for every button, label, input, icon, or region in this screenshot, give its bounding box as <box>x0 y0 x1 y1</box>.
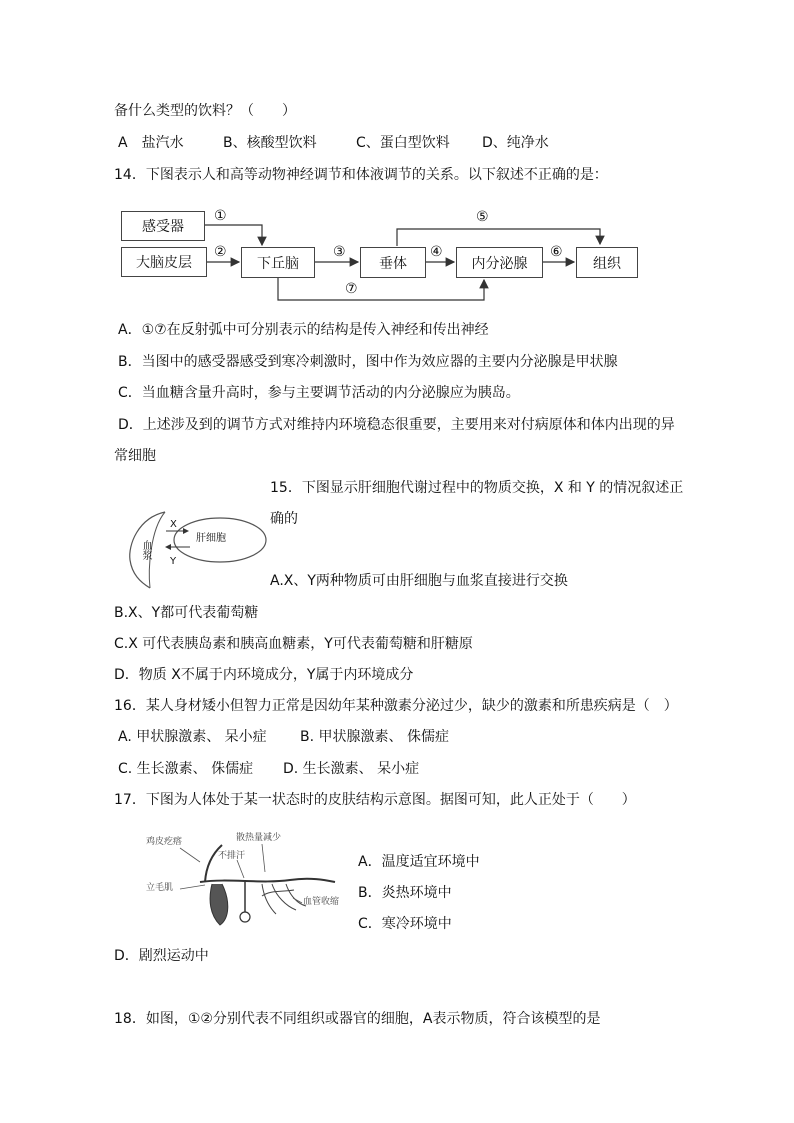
q16-option-c[interactable]: C. 生长激素、 侏儒症 <box>118 761 254 777</box>
q14-option-c[interactable]: C．当血糖含量升高时，参与主要调节活动的内分泌腺应为胰岛。 <box>118 385 520 401</box>
q13-option-a[interactable]: A 盐汽水 <box>118 135 184 151</box>
q18-stem: 18．如图，①②分别代表不同组织或器官的细胞，A表示物质，符合该模型的是 <box>114 1011 601 1027</box>
q17-option-c[interactable]: C．寒冷环境中 <box>358 916 452 932</box>
q16-option-b[interactable]: B. 甲状腺激素、 侏儒症 <box>300 729 449 745</box>
vasoconstriction-label: 血管收缩 <box>303 897 340 907</box>
no-sweat-label: 不排汗 <box>218 851 246 861</box>
q16-option-d[interactable]: D. 生长激素、 呆小症 <box>283 761 420 777</box>
q15-option-c[interactable]: C.X 可代表胰岛素和胰高血糖素，Y可代表葡萄糖和肝糖原 <box>114 636 473 652</box>
label-2: ② <box>214 244 227 260</box>
blood-label: 血浆 <box>140 540 151 560</box>
arrector-muscle-label: 立毛肌 <box>146 883 174 893</box>
label-7: ⑦ <box>345 281 358 297</box>
goosebumps-label: 鸡皮疙瘩 <box>146 837 183 847</box>
q13-option-c[interactable]: C、蛋白型饮料 <box>356 135 450 151</box>
q14-option-a[interactable]: A．①⑦在反射弧中可分别表示的结构是传入神经和传出神经 <box>118 322 489 338</box>
label-1: ① <box>214 208 227 224</box>
label-6: ⑥ <box>550 244 563 260</box>
q15-option-d[interactable]: D．物质 X不属于内环境成分，Y属于内环境成分 <box>114 667 414 683</box>
q14-option-b[interactable]: B．当图中的感受器感受到寒冷刺激时，图中作为效应器的主要内分泌腺是甲状腺 <box>118 354 618 370</box>
q17-stem: 17．下图为人体处于某一状态时的皮肤结构示意图。据图可知，此人正处于（ ） <box>114 792 636 808</box>
q17-option-b[interactable]: B．炎热环境中 <box>358 885 452 901</box>
y-label: Y <box>170 556 177 567</box>
q15-option-b[interactable]: B.X、Y都可代表葡萄糖 <box>114 605 259 621</box>
heat-loss-label: 散热量减少 <box>236 833 282 843</box>
cortex-box: 大脑皮层 <box>121 247 207 277</box>
q17-option-d[interactable]: D．剧烈运动中 <box>114 948 209 964</box>
q14-option-d-cont: 常细胞 <box>114 448 156 464</box>
q13-option-b[interactable]: B、核酸型饮料 <box>223 135 317 151</box>
q16-stem: 16．某人身材矮小但智力正常是因幼年某种激素分泌过少，缺少的激素和所患疾病是（ ） <box>114 698 678 714</box>
x-label: X <box>170 519 177 530</box>
gland-box: 内分泌腺 <box>456 247 543 278</box>
q15-stem: 15．下图显示肝细胞代谢过程中的物质交换，X 和 Y 的情况叙述正 <box>270 480 684 496</box>
q13-option-d[interactable]: D、纯净水 <box>482 135 549 151</box>
liver-cell-label: 肝细胞 <box>196 533 226 544</box>
label-5: ⑤ <box>476 209 489 225</box>
q14-option-d[interactable]: D．上述涉及到的调节方式对维持内环境稳态很重要，主要用来对付病原体和体内出现的异 <box>118 417 675 433</box>
hypothalamus-box: 下丘脑 <box>241 247 315 278</box>
q15-stem-cont: 确的 <box>270 511 298 527</box>
q14-stem: 14．下图表示人和高等动物神经调节和体液调节的关系。以下叙述不正确的是： <box>114 167 608 183</box>
label-3: ③ <box>333 244 346 260</box>
q17-option-a[interactable]: A．温度适宜环境中 <box>358 854 480 870</box>
tissue-box: 组织 <box>576 247 638 278</box>
q15-option-a[interactable]: A.X、Y两种物质可由肝细胞与血浆直接进行交换 <box>270 573 568 589</box>
q16-option-a[interactable]: A. 甲状腺激素、 呆小症 <box>118 729 267 745</box>
q13-stem-tail: 备什么类型的饮料？（ ） <box>114 103 296 119</box>
receptor-box: 感受器 <box>121 211 205 241</box>
label-4: ④ <box>430 244 443 260</box>
pituitary-box: 垂体 <box>360 247 426 278</box>
